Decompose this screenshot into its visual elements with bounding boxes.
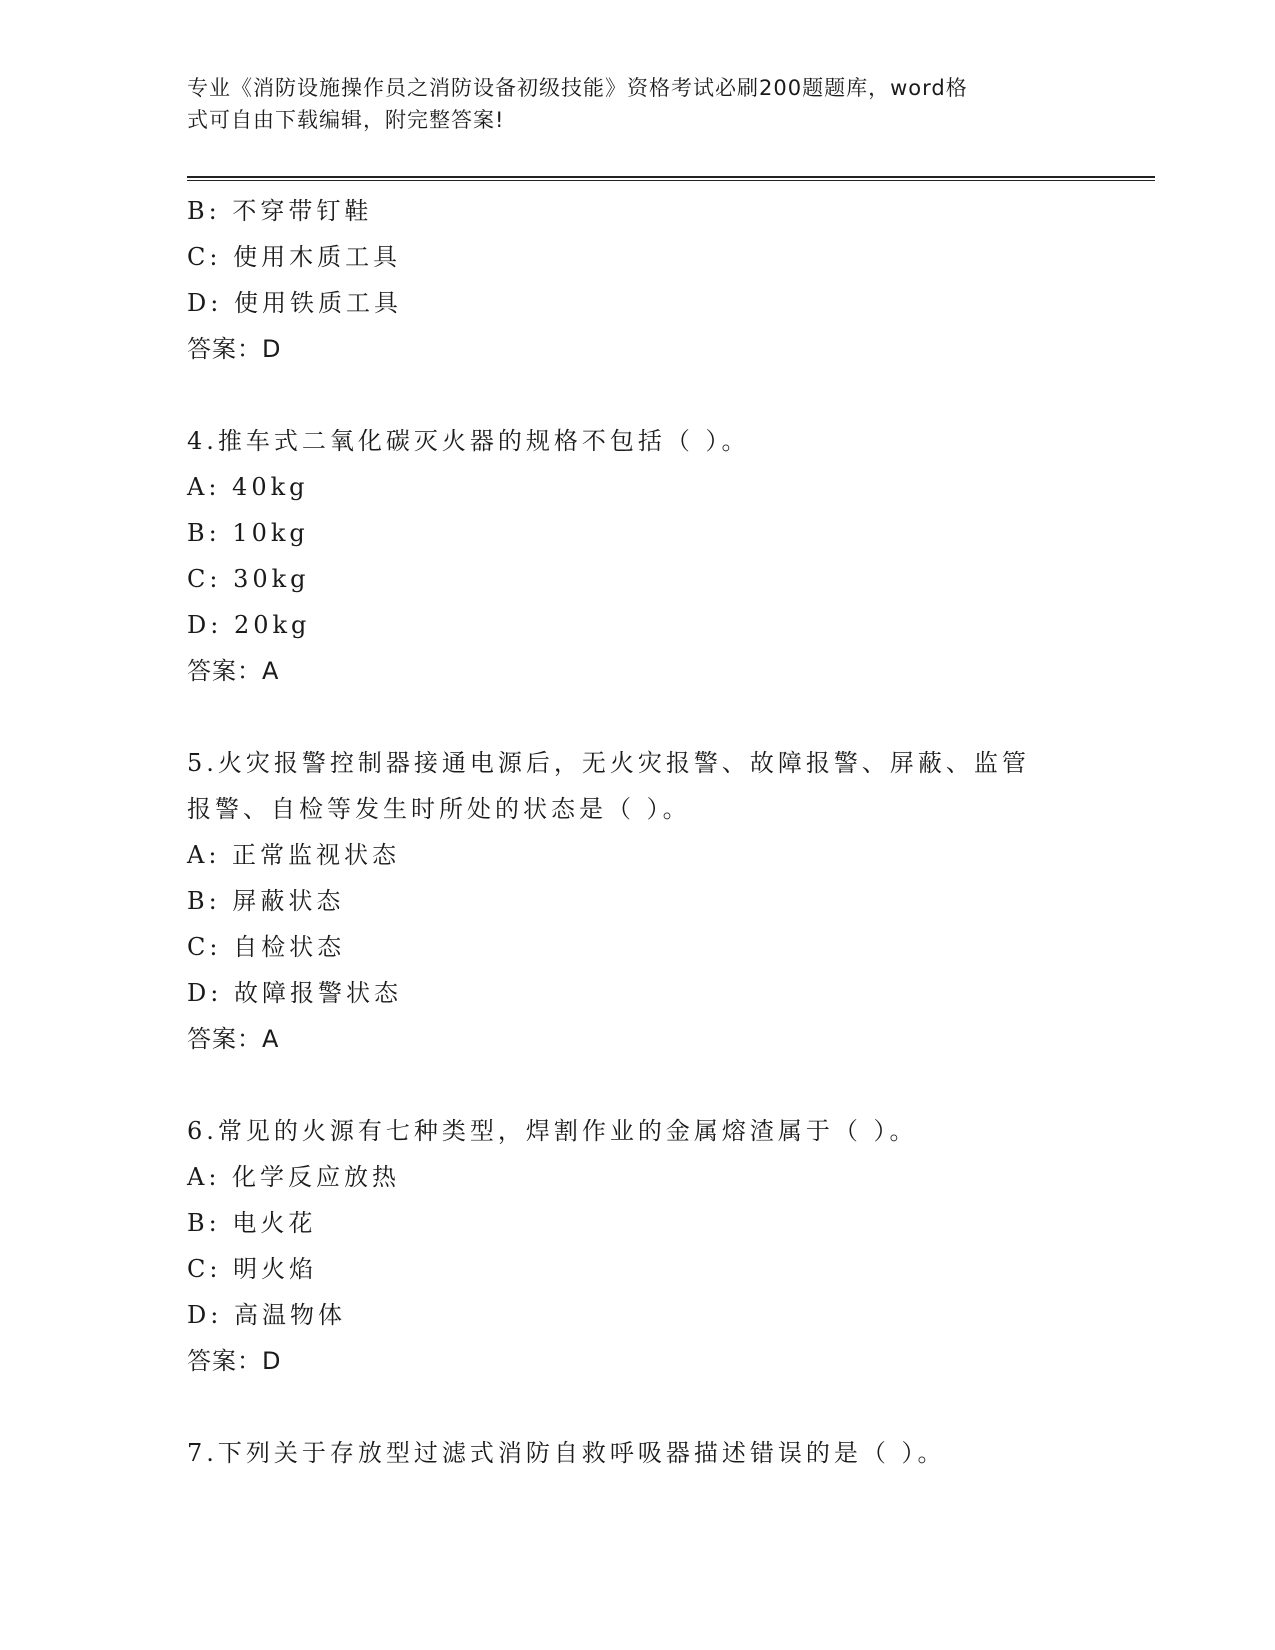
option-d: D: 高温物体 (187, 1301, 346, 1329)
option-d: D: 使用铁质工具 (187, 289, 402, 317)
spacer (187, 372, 1087, 418)
header-line-2: 式可自由下载编辑，附完整答案! (187, 108, 505, 132)
question-stem-line-1: 5.火灾报警控制器接通电源后，无火灾报警、故障报警、屏蔽、监管 (187, 749, 1030, 777)
option-b: B: 屏蔽状态 (187, 887, 345, 915)
question-3 (187, 188, 1087, 372)
spacer (187, 694, 1087, 740)
option-a: A: 化学反应放热 (187, 1163, 401, 1191)
option-b: B: 电火花 (187, 1209, 317, 1237)
option-c: C: 明火焰 (187, 1255, 318, 1283)
option-c: C: 使用木质工具 (187, 243, 402, 271)
spacer (187, 1384, 1087, 1430)
question-stem-line-2: 报警、自检等发生时所处的状态是（ ）。 (187, 795, 691, 823)
question-stem: 7.下列关于存放型过滤式消防自救呼吸器描述错误的是（ ）。 (187, 1439, 946, 1467)
header-line-1: 专业《消防设施操作员之消防设备初级技能》资格考试必刷200题题库，word格 (187, 76, 968, 100)
spacer (187, 1062, 1087, 1108)
question-stem: 6.常见的火源有七种类型，焊割作业的金属熔渣属于（ ）。 (187, 1117, 918, 1145)
answer-line: 答案：A (187, 657, 280, 685)
option-b: B: 10kg (187, 519, 309, 547)
document-header (187, 72, 1067, 136)
question-list (187, 188, 1087, 1476)
question-5 (187, 740, 1087, 1062)
question-6 (187, 1108, 1087, 1384)
question-7 (187, 1430, 1087, 1476)
option-d: D: 20kg (187, 611, 311, 639)
header-divider (187, 176, 1155, 181)
option-c: C: 30kg (187, 565, 310, 593)
option-a: A: 正常监视状态 (187, 841, 401, 869)
option-a: A: 40kg (187, 473, 309, 501)
option-c: C: 自检状态 (187, 933, 346, 961)
option-b: B: 不穿带钉鞋 (187, 197, 373, 225)
answer-line: 答案：D (187, 335, 282, 363)
question-stem: 4.推车式二氧化碳灭火器的规格不包括（ ）。 (187, 427, 750, 455)
question-4 (187, 418, 1087, 694)
answer-line: 答案：A (187, 1025, 280, 1053)
option-d: D: 故障报警状态 (187, 979, 402, 1007)
answer-line: 答案：D (187, 1347, 282, 1375)
